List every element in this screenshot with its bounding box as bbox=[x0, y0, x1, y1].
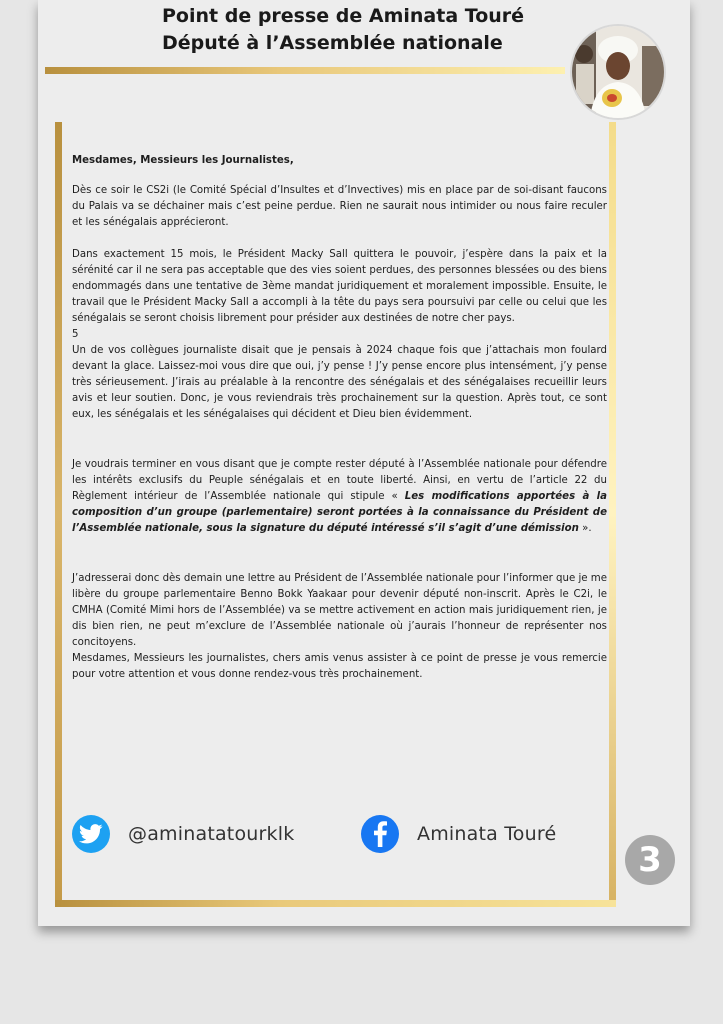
paragraph-4-start: Je voudrais terminer en vous disant que je compte rester député à l’Assemblée nationale pour défendre les intérêts exclusifs du Peuple sénégalais et en toute liberté. Ainsi, en vertu de l’article 22 du Règlement intérieur de l’Assemblée nationale qui stipule « bbox=[72, 459, 607, 502]
greeting: Mesdames, Messieurs les Journalistes, bbox=[72, 155, 294, 166]
facebook-icon bbox=[361, 815, 399, 853]
portrait-photo bbox=[572, 26, 664, 118]
paragraph-2: Dans exactement 15 mois, le Président Macky Sall quittera le pouvoir, j’espère dans la paix et la sérénité car il ne sera pas acceptable que des vies soient perdues, des personnes blessées ou des biens endommagés dans une tentative de 3ème mandat juridiquement et moralement impossible. Ensuite, le travail que le Président Macky Sall a accompli à la tête du pays sera poursuivi par celle ou celui que les sénégalais se seront choisis librement pour présider aux destinées de notre cher pays. bbox=[72, 249, 607, 324]
title-line-2: Député à l’Assemblée nationale bbox=[162, 32, 503, 54]
header-gold-bar bbox=[45, 67, 565, 74]
paragraph-6: Mesdames, Messieurs les journalistes, chers amis venus assister à ce point de presse je vous remercie pour votre attention et vous donne rendez-vous très prochainement. bbox=[72, 653, 607, 680]
article-22-quote: Les modifications apportées à la composition d’un groupe (parlementaire) seront portées à la connaissance du Président de l’Assemblée nationale, sous la signature du député intéressé s’il s’agit d’une démission bbox=[72, 491, 608, 534]
page-title bbox=[162, 3, 524, 57]
frame-bottom-border bbox=[55, 900, 616, 907]
paragraph-4-end: ». bbox=[578, 523, 592, 534]
facebook-name: Aminata Touré bbox=[417, 823, 557, 845]
frame-left-border bbox=[55, 122, 62, 907]
press-statement-body bbox=[72, 153, 607, 683]
frame-right-border bbox=[609, 122, 616, 907]
twitter-handle: @aminatatourklk bbox=[128, 823, 295, 845]
paragraph-1: Dès ce soir le CS2i (le Comité Spécial d’Insultes et d’Invectives) mis en place par de soi-disant faucons du Palais va se déchainer mais c’est peine perdue. Rien ne saurait nous intimider ou nous faire reculer et les sénégalais apprécieront. bbox=[72, 185, 607, 228]
paragraph-4 bbox=[72, 457, 607, 537]
twitter-contact[interactable] bbox=[72, 815, 294, 853]
stray-number: 5 bbox=[72, 329, 79, 340]
document-page bbox=[38, 0, 690, 926]
page-number-badge: 3 bbox=[625, 835, 675, 885]
paragraph-3: Un de vos collègues journaliste disait que je pensais à 2024 chaque fois que j’attachais mon foulard devant la glace. Laissez-moi vous dire que oui, j’y pense ! J’y pense encore plus intensément, j’y pense très sérieusement. J’irais au préalable à la rencontre des sénégalais et des sénégalaises recueillir leurs avis et leur soutien. Donc, je vous reviendrais très prochainement sur la question. Après tout, ce sont eux, les sénégalais et les sénégalaises qui décident et Dieu bien évidemment. bbox=[72, 345, 607, 420]
avatar bbox=[570, 24, 666, 120]
paragraph-5: J’adresserai donc dès demain une lettre au Président de l’Assemblée nationale pour l’informer que je me libère du groupe parlementaire Benno Bokk Yaakaar pour devenir député non-inscrit. Après le C2i, le CMHA (Comité Mimi hors de l’Assemblée) va se mettre activement en action mais juridiquement rien, je dis bien rien, ne peut m’exclure de l’Assemblée nationale où j’aurais l’honneur de représenter nos concitoyens. bbox=[72, 573, 607, 648]
facebook-contact[interactable] bbox=[361, 815, 556, 853]
twitter-icon bbox=[72, 815, 110, 853]
title-line-1: Point de presse de Aminata Touré bbox=[162, 5, 525, 27]
